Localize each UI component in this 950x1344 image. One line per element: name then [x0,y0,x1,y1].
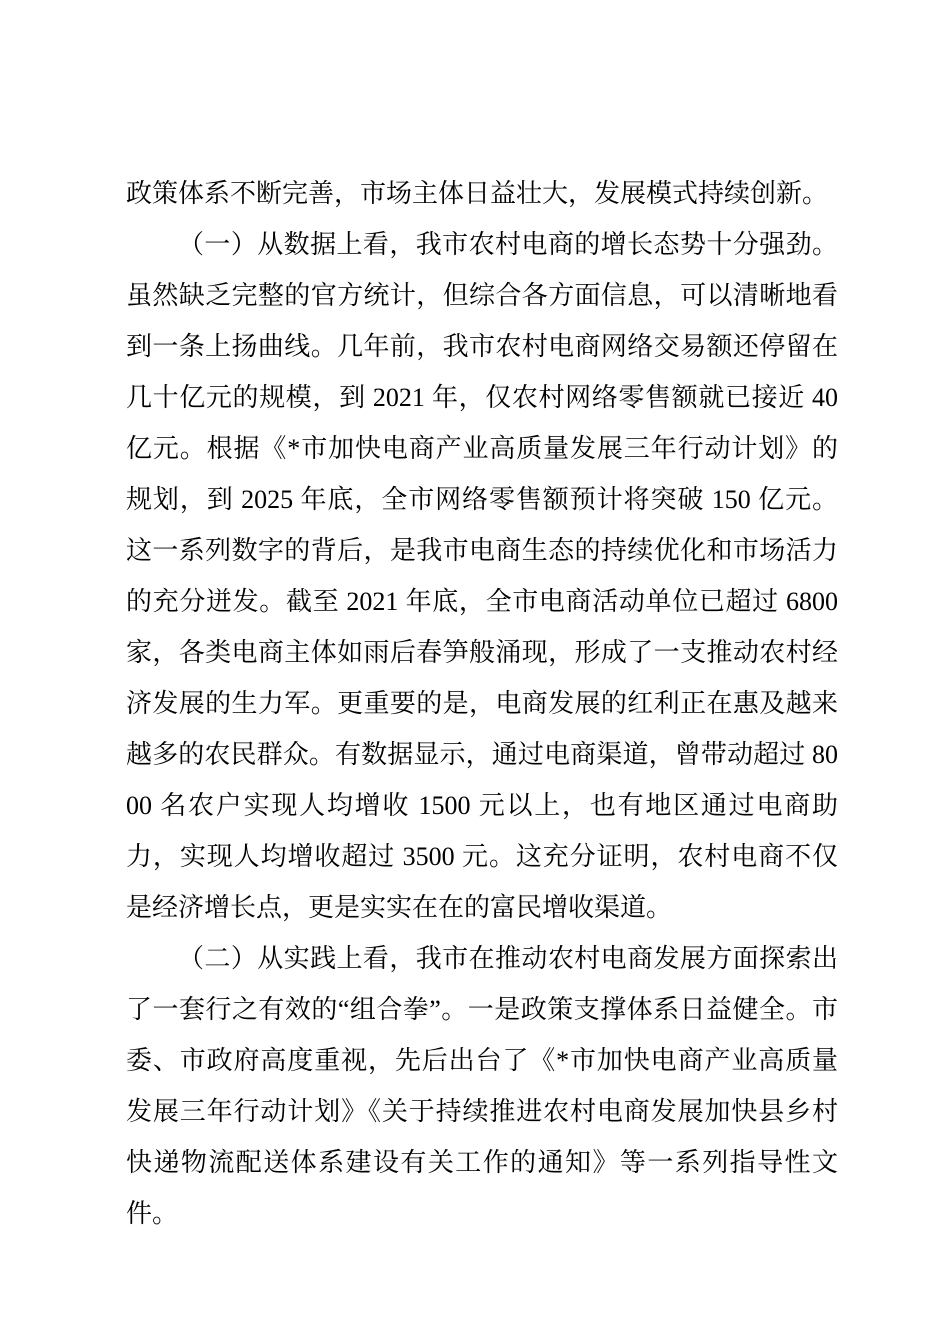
paragraph-continuation: 政策体系不断完善，市场主体日益壮大，发展模式持续创新。 [126,179,829,208]
paragraph-section-two: （二）从实践上看，我市在推动农村电商发展方面探索出了一套行之有效的“组合拳”。一是政策支撑体系日益健全。市委、市政府高度重视，先后出台了《*市加快电商产业高质量发展三年行动计划》《关于持续推进农村电商发展加快县乡村快递物流配送体系建设有关工作的通知》等一系列指导性文件。 [126,944,838,1228]
paragraph-section-one: （一）从数据上看，我市农村电商的增长态势十分强劲。虽然缺乏完整的官方统计，但综合各方面信息，可以清晰地看到一条上扬曲线。几年前，我市农村电商网络交易额还停留在几十亿元的规模，到 2021 年，仅农村网络零售额就已接近 40 亿元。根据《*市加快电商产业高质量发展三年行动计划》的规划，到 2025 年底，全市网络零售额预计将突破 150 亿元。这一系列数字的背后，是我市电商生态的持续优化和市场活力的充分迸发。截至 2021 年底，全市电商活动单位已超过 6800 家，各类电商主体如雨后春笋般涌现，形成了一支推动农村经济发展的生力军。更重要的是，电商发展的红利正在惠及越来越多的农民群众。有数据显示，通过电商渠道，曾带动超过 8000 名农户实现人均增收 1500 元以上，也有地区通过电商助力，实现人均增收超过 3500 元。这充分证明，农村电商不仅是经济增长点，更是实实在在的富民增收渠道。 [126,230,838,922]
